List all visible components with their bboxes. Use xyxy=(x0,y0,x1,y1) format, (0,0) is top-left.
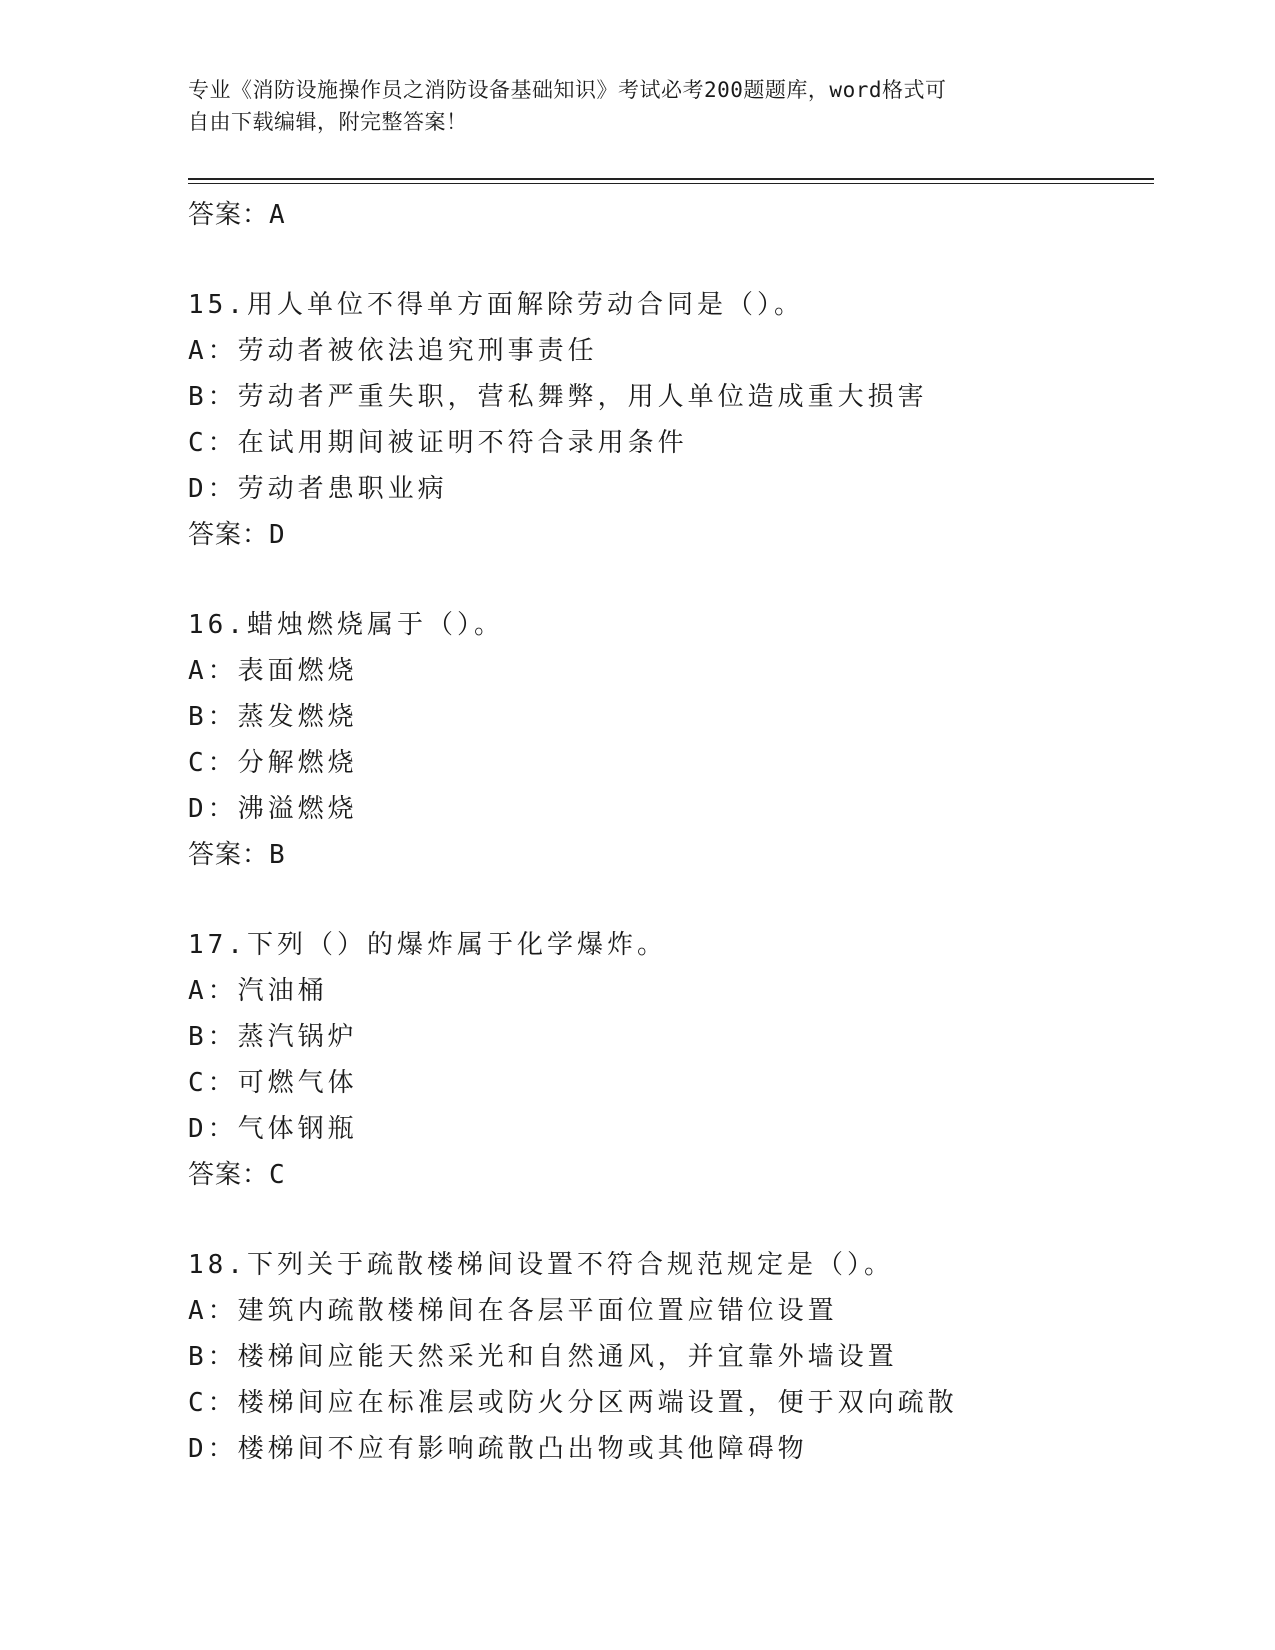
question-stem: 18.下列关于疏散楼梯间设置不符合规范规定是（）。 xyxy=(188,1250,894,1280)
question-18 xyxy=(188,1242,1148,1472)
option-c: C：在试用期间被证明不符合录用条件 xyxy=(188,428,688,458)
option-a: A：劳动者被依法追究刑事责任 xyxy=(188,336,598,366)
option-a: A：表面燃烧 xyxy=(188,656,358,686)
option-d: D：气体钢瓶 xyxy=(188,1114,358,1144)
option-d: D：劳动者患职业病 xyxy=(188,474,448,504)
option-a: A：汽油桶 xyxy=(188,976,328,1006)
question-16 xyxy=(188,602,1148,878)
option-c: C：分解燃烧 xyxy=(188,748,358,778)
option-b: B：蒸发燃烧 xyxy=(188,702,358,732)
previous-answer: 答案：A xyxy=(188,200,286,230)
header-divider-thick xyxy=(188,178,1154,180)
option-c: C：楼梯间应在标准层或防火分区两端设置，便于双向疏散 xyxy=(188,1388,958,1418)
option-b: B：楼梯间应能天然采光和自然通风，并宜靠外墙设置 xyxy=(188,1342,898,1372)
question-17 xyxy=(188,922,1148,1198)
header-line-2: 自由下载编辑，附完整答案！ xyxy=(188,110,468,134)
question-list xyxy=(188,192,1148,1472)
option-c: C：可燃气体 xyxy=(188,1068,358,1098)
option-b: B：蒸汽锅炉 xyxy=(188,1022,358,1052)
option-b: B：劳动者严重失职，营私舞弊，用人单位造成重大损害 xyxy=(188,382,928,412)
answer: 答案：C xyxy=(188,1160,286,1190)
header-divider-thin xyxy=(188,183,1154,184)
option-d: D：楼梯间不应有影响疏散凸出物或其他障碍物 xyxy=(188,1434,808,1464)
document-header xyxy=(188,74,1088,138)
option-a: A：建筑内疏散楼梯间在各层平面位置应错位设置 xyxy=(188,1296,838,1326)
answer: 答案：B xyxy=(188,840,286,870)
question-stem: 16.蜡烛燃烧属于（）。 xyxy=(188,610,504,640)
question-stem: 15.用人单位不得单方面解除劳动合同是（）。 xyxy=(188,290,804,320)
question-stem: 17.下列（）的爆炸属于化学爆炸。 xyxy=(188,930,667,960)
answer: 答案：D xyxy=(188,520,286,550)
question-15 xyxy=(188,282,1148,558)
header-line-1: 专业《消防设施操作员之消防设备基础知识》考试必考200题题库，word格式可 xyxy=(188,78,947,102)
option-d: D：沸溢燃烧 xyxy=(188,794,358,824)
